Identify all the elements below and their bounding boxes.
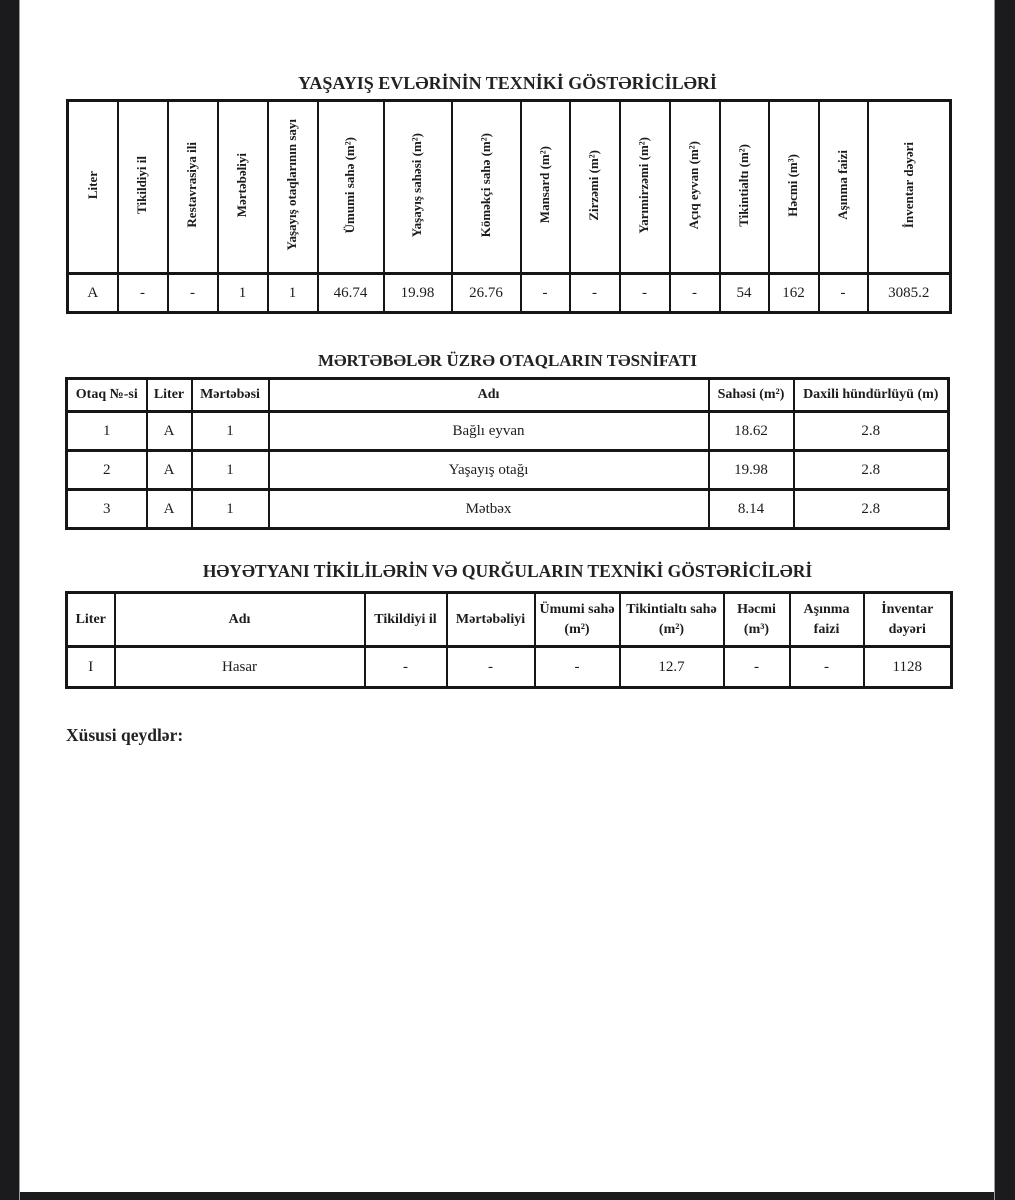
header-cell	[218, 101, 268, 274]
data-cell: 19.98	[709, 451, 794, 490]
data-cell: -	[620, 274, 670, 313]
header-cell	[118, 101, 168, 274]
data-cell: 1128	[864, 647, 952, 688]
header-cell: Aşınma faizi	[790, 593, 864, 647]
data-cell: 46.74	[318, 274, 384, 313]
header-cell	[68, 101, 118, 274]
header-cell: Daxili hündürlüyü (m)	[794, 379, 949, 412]
header-cell: Həcmi (m³)	[724, 593, 790, 647]
header-cell: Liter	[67, 593, 115, 647]
data-cell: 1	[268, 274, 318, 313]
data-cell: 1	[67, 412, 147, 451]
residential-table-title: YAŞAYIŞ EVLƏRİNİN TEXNİKİ GÖSTƏRİCİLƏRİ	[298, 73, 717, 93]
scan-border-right	[995, 0, 1015, 1200]
data-cell: -	[447, 647, 535, 688]
header-label: Açıq eyvan (m²)	[686, 140, 702, 230]
header-cell	[268, 101, 318, 274]
page-edge-right	[994, 0, 995, 1200]
data-cell: 54	[720, 274, 769, 313]
data-cell: A	[68, 274, 118, 313]
data-cell: 2.8	[794, 451, 949, 490]
header-cell: Adı	[115, 593, 365, 647]
header-cell	[769, 101, 819, 274]
table-row	[67, 490, 949, 529]
header-cell: Otaq №-si	[67, 379, 147, 412]
header-cell	[168, 101, 218, 274]
outbuildings-technical-indicators-table	[65, 591, 953, 689]
data-cell: 12.7	[620, 647, 724, 688]
header-label: Zirzəmi (m²)	[586, 149, 602, 221]
data-cell: I	[67, 647, 115, 688]
scan-border-bottom	[0, 1192, 1015, 1200]
data-cell: 2	[67, 451, 147, 490]
data-cell: -	[365, 647, 447, 688]
data-cell: 2.8	[794, 490, 949, 529]
header-cell	[570, 101, 620, 274]
header-cell: Tikildiyi il	[365, 593, 447, 647]
header-cell	[384, 101, 452, 274]
header-cell: Mərtəbəsi	[192, 379, 269, 412]
table-header-row	[67, 593, 952, 647]
header-label: İnventar dəyəri	[900, 141, 916, 229]
table-row	[67, 647, 952, 688]
header-cell: Tikintialtı sahə (m²)	[620, 593, 724, 647]
header-cell	[819, 101, 868, 274]
data-cell: 3	[67, 490, 147, 529]
header-label: Tikildiyi il	[134, 156, 150, 214]
rooms-classification-table	[65, 377, 950, 530]
scan-border-left	[0, 0, 19, 1200]
table-header-row	[68, 101, 951, 274]
rooms-table-title: MƏRTƏBƏLƏR ÜZRƏ OTAQLARIN TƏSNİFATI	[317, 351, 698, 370]
header-label: Mansard (m²)	[536, 146, 552, 224]
data-cell: 18.62	[709, 412, 794, 451]
header-cell: Mərtəbəliyi	[447, 593, 535, 647]
table-row	[68, 274, 951, 313]
data-cell: -	[724, 647, 790, 688]
header-cell	[720, 101, 769, 274]
table-row	[67, 412, 949, 451]
data-cell: -	[535, 647, 620, 688]
data-cell: 1	[192, 412, 269, 451]
table-header-row	[67, 379, 949, 412]
data-cell: 1	[218, 274, 268, 313]
header-label: Restavrasiya ili	[184, 142, 200, 228]
header-cell	[670, 101, 720, 274]
data-cell: Yaşayış otağı	[269, 451, 709, 490]
header-label: Liter	[84, 170, 100, 200]
data-cell: 19.98	[384, 274, 452, 313]
data-cell: Bağlı eyvan	[269, 412, 709, 451]
header-label: Aşınma faizi	[834, 150, 850, 220]
data-cell: A	[147, 451, 192, 490]
header-label: Yarımirzəmi (m²)	[636, 136, 652, 234]
data-cell: -	[168, 274, 218, 313]
header-label: Həcmi (m³)	[785, 153, 801, 217]
data-cell: -	[118, 274, 168, 313]
header-cell	[868, 101, 951, 274]
data-cell: -	[790, 647, 864, 688]
header-label: Ümumi sahə (m²)	[342, 136, 358, 234]
header-cell: Liter	[147, 379, 192, 412]
data-cell: A	[147, 412, 192, 451]
residential-technical-indicators-table	[66, 99, 952, 314]
header-cell	[318, 101, 384, 274]
page-edge-left	[19, 0, 20, 1200]
data-cell: 26.76	[452, 274, 521, 313]
data-cell: 1	[192, 490, 269, 529]
data-cell: -	[570, 274, 620, 313]
data-cell: Mətbəx	[269, 490, 709, 529]
header-cell	[452, 101, 521, 274]
header-label: Yaşayış sahəsi (m²)	[409, 132, 425, 238]
header-cell: Adı	[269, 379, 709, 412]
special-notes-label: Xüsusi qeydlər:	[66, 725, 184, 745]
outbuildings-table-title: HƏYƏTYANI TİKİLİLƏRİN VƏ QURĞULARIN TEXNİKİ GÖSTƏRİCİLƏRİ	[202, 561, 813, 581]
data-cell: 162	[769, 274, 819, 313]
header-cell: Ümumi sahə (m²)	[535, 593, 620, 647]
header-cell: Sahəsi (m²)	[709, 379, 794, 412]
data-cell: -	[670, 274, 720, 313]
data-cell: -	[819, 274, 868, 313]
header-label: Mərtəbəliyi	[234, 152, 250, 218]
header-cell	[620, 101, 670, 274]
header-cell	[521, 101, 570, 274]
data-cell: 2.8	[794, 412, 949, 451]
header-label: Köməkçi sahə (m²)	[477, 132, 493, 238]
data-cell: -	[521, 274, 570, 313]
header-label: Tikintialtı (m²)	[735, 143, 751, 227]
data-cell: A	[147, 490, 192, 529]
table-row	[67, 451, 949, 490]
header-label: Yaşayış otaqlarının sayı	[284, 119, 300, 251]
data-cell: 3085.2	[868, 274, 951, 313]
data-cell: 1	[192, 451, 269, 490]
header-cell: İnventar dəyəri	[864, 593, 952, 647]
data-cell: 8.14	[709, 490, 794, 529]
data-cell: Hasar	[115, 647, 365, 688]
